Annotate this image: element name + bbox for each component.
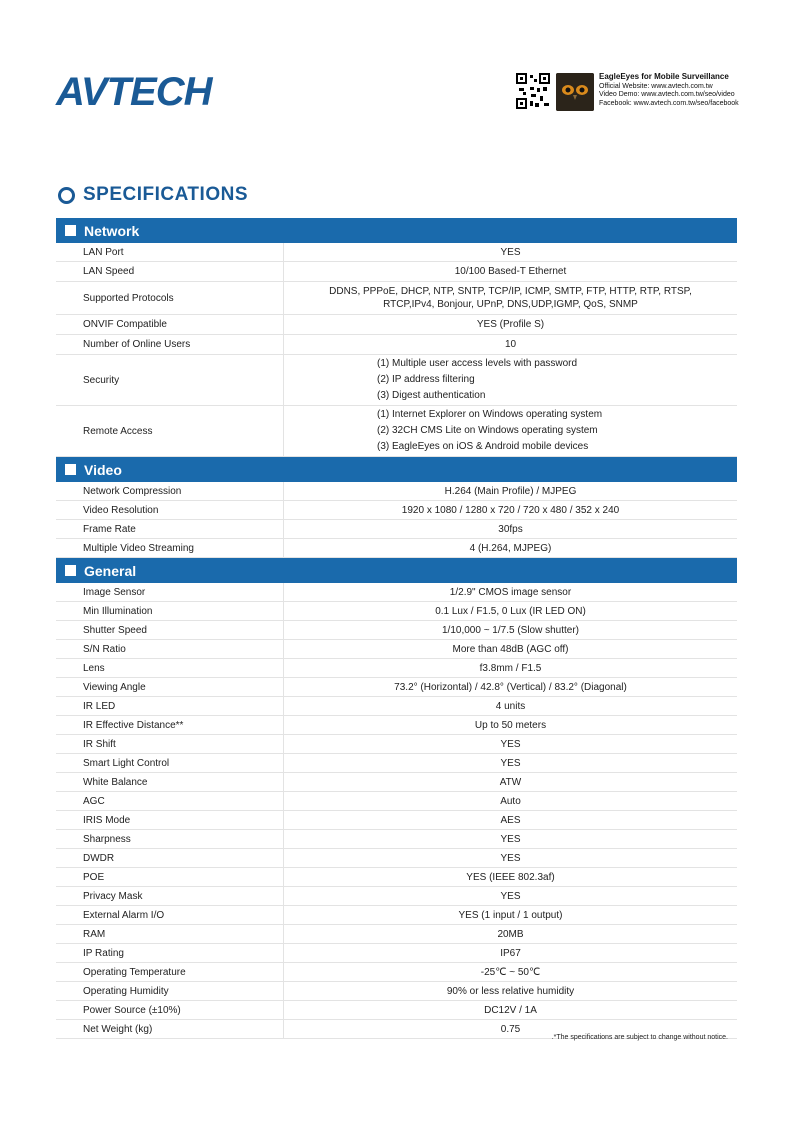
spec-label: Supported Protocols <box>56 282 284 314</box>
spec-label: AGC <box>56 792 284 810</box>
page-title: SPECIFICATIONS <box>83 184 248 205</box>
section-title: Video <box>84 461 122 478</box>
spec-value-item: (1) Internet Explorer on Windows operating system <box>377 409 603 420</box>
spec-value: f3.8mm / F1.5 <box>479 662 542 674</box>
spec-row <box>56 621 737 640</box>
section-header-video <box>56 457 737 482</box>
spec-value: 0.1 Lux / F1.5, 0 Lux (IR LED ON) <box>435 605 586 617</box>
spec-row <box>56 811 737 830</box>
spec-label: White Balance <box>56 773 284 791</box>
spec-value: 90% or less relative humidity <box>446 985 575 997</box>
spec-value-list <box>284 355 737 405</box>
section-header-network <box>56 218 737 243</box>
spec-value: DDNS, PPPoE, DHCP, NTP, SNTP, TCP/IP, ICMP, SMTP, FTP, HTTP, RTP, RTSP, RTCP,IPv4, Bonjour, UPnP, DNS,UDP,IGMP, QoS, SNMP <box>329 286 692 310</box>
spec-row <box>56 792 737 811</box>
spec-row <box>56 982 737 1001</box>
spec-row <box>56 602 737 621</box>
spec-value: YES (Profile S) <box>476 319 545 330</box>
spec-row <box>56 906 737 925</box>
spec-label: LAN Speed <box>56 262 284 281</box>
spec-label: Operating Humidity <box>56 982 284 1000</box>
spec-value: YES <box>500 890 521 902</box>
spec-value: 10 <box>504 339 517 350</box>
spec-value: 1/2.9" CMOS image sensor <box>449 586 572 598</box>
spec-value-item: (3) EagleEyes on iOS & Android mobile devices <box>377 441 589 452</box>
spec-table <box>56 218 737 1039</box>
spec-row <box>56 282 737 315</box>
spec-row <box>56 640 737 659</box>
spec-row <box>56 243 737 262</box>
spec-row <box>56 406 737 457</box>
spec-value: YES <box>500 738 521 750</box>
spec-value: -25℃ ~ 50℃ <box>480 966 541 978</box>
spec-value: YES <box>500 833 521 845</box>
spec-value: 20MB <box>497 928 524 940</box>
spec-row <box>56 735 737 754</box>
spec-label: Frame Rate <box>56 520 284 538</box>
section-header-general <box>56 558 737 583</box>
spec-row <box>56 1001 737 1020</box>
owl-eyes-icon <box>556 73 594 111</box>
spec-value: YES <box>500 757 521 769</box>
spec-value: 0.75 <box>500 1023 521 1035</box>
section-title: General <box>84 562 137 579</box>
spec-value-item: (2) IP address filtering <box>377 374 475 385</box>
spec-label: IR Effective Distance** <box>56 716 284 734</box>
spec-value: 1920 x 1080 / 1280 x 720 / 720 x 480 / 352 x 240 <box>401 504 620 516</box>
spec-value: More than 48dB (AGC off) <box>452 643 569 655</box>
spec-value-item: (3) Digest authentication <box>377 390 486 401</box>
spec-label: Video Resolution <box>56 501 284 519</box>
spec-label: IR Shift <box>56 735 284 753</box>
spec-value: 4 units <box>495 700 526 712</box>
spec-label: Lens <box>56 659 284 677</box>
spec-value-item: (1) Multiple user access levels with password <box>377 358 578 369</box>
spec-label: Image Sensor <box>56 583 284 601</box>
spec-value: YES <box>500 246 521 258</box>
section-square-icon <box>65 464 76 475</box>
section-square-icon <box>65 225 76 236</box>
specifications-heading <box>58 184 248 206</box>
spec-label: Power Source (±10%) <box>56 1001 284 1019</box>
spec-label: Sharpness <box>56 830 284 848</box>
section-square-icon <box>65 565 76 576</box>
spec-row <box>56 539 737 558</box>
eagleeyes-promo <box>516 73 739 113</box>
spec-row <box>56 583 737 602</box>
spec-label: Min Illumination <box>56 602 284 620</box>
spec-value: YES (1 input / 1 output) <box>458 909 563 921</box>
spec-label: IR LED <box>56 697 284 715</box>
spec-label: Operating Temperature <box>56 963 284 981</box>
spec-row <box>56 335 737 355</box>
spec-row <box>56 830 737 849</box>
spec-row <box>56 520 737 539</box>
spec-label: DWDR <box>56 849 284 867</box>
spec-label: Privacy Mask <box>56 887 284 905</box>
spec-row <box>56 716 737 735</box>
spec-value-list <box>284 406 737 456</box>
spec-row <box>56 849 737 868</box>
spec-label: Shutter Speed <box>56 621 284 639</box>
spec-label: Smart Light Control <box>56 754 284 772</box>
spec-value: H.264 (Main Profile) / MJPEG <box>444 485 577 497</box>
spec-value-item: (2) 32CH CMS Lite on Windows operating system <box>377 425 598 436</box>
spec-value: DC12V / 1A <box>484 1004 537 1016</box>
spec-label: External Alarm I/O <box>56 906 284 924</box>
spec-row <box>56 868 737 887</box>
spec-value: 1/10,000 ~ 1/7.5 (Slow shutter) <box>441 624 580 636</box>
spec-row <box>56 659 737 678</box>
spec-label: LAN Port <box>56 243 284 261</box>
spec-label: Remote Access <box>56 406 284 456</box>
spec-value: YES <box>500 852 521 864</box>
spec-value: 10/100 Based-T Ethernet <box>454 266 567 277</box>
spec-value: 73.2° (Horizontal) / 42.8° (Vertical) / 83.2° (Diagonal) <box>394 681 627 693</box>
spec-row <box>56 315 737 335</box>
spec-value: Up to 50 meters <box>474 719 547 731</box>
spec-value: AES <box>500 814 521 826</box>
bullet-circle-icon <box>58 187 75 204</box>
spec-label: POE <box>56 868 284 886</box>
spec-row <box>56 355 737 406</box>
spec-label: Viewing Angle <box>56 678 284 696</box>
spec-row <box>56 925 737 944</box>
spec-row <box>56 963 737 982</box>
spec-label: Number of Online Users <box>56 335 284 354</box>
spec-row <box>56 678 737 697</box>
spec-label: IRIS Mode <box>56 811 284 829</box>
spec-row <box>56 482 737 501</box>
footnote: .*The specifications are subject to change without notice. <box>551 1034 728 1041</box>
spec-value: Auto <box>500 795 521 807</box>
spec-row <box>56 262 737 282</box>
spec-row <box>56 501 737 520</box>
avtech-logo: AVTECH <box>56 70 212 114</box>
spec-label: IP Rating <box>56 944 284 962</box>
promo-facebook: Facebook: www.avtech.com.tw/seo/facebook <box>599 99 739 107</box>
spec-value: 4 (H.264, MJPEG) <box>469 542 552 554</box>
spec-value: YES (IEEE 802.3af) <box>466 871 555 883</box>
promo-website: Official Website: www.avtech.com.tw <box>599 82 713 90</box>
section-title: Network <box>84 222 140 239</box>
spec-label: Network Compression <box>56 482 284 500</box>
spec-value: ATW <box>499 776 522 788</box>
spec-label: RAM <box>56 925 284 943</box>
spec-label: ONVIF Compatible <box>56 315 284 334</box>
spec-row <box>56 754 737 773</box>
promo-title: EagleEyes for Mobile Surveillance <box>599 72 729 81</box>
spec-label: Security <box>56 355 284 405</box>
spec-row <box>56 697 737 716</box>
spec-value: 30fps <box>498 523 523 535</box>
spec-row <box>56 773 737 792</box>
spec-label: S/N Ratio <box>56 640 284 658</box>
spec-label: Multiple Video Streaming <box>56 539 284 557</box>
promo-video-demo: Video Demo: www.avtech.com.tw/seo/video <box>599 91 735 98</box>
spec-row <box>56 887 737 906</box>
spec-row <box>56 944 737 963</box>
spec-value: IP67 <box>500 947 521 959</box>
qr-code-icon <box>516 73 550 109</box>
spec-label: Net Weight (kg) <box>56 1020 284 1038</box>
